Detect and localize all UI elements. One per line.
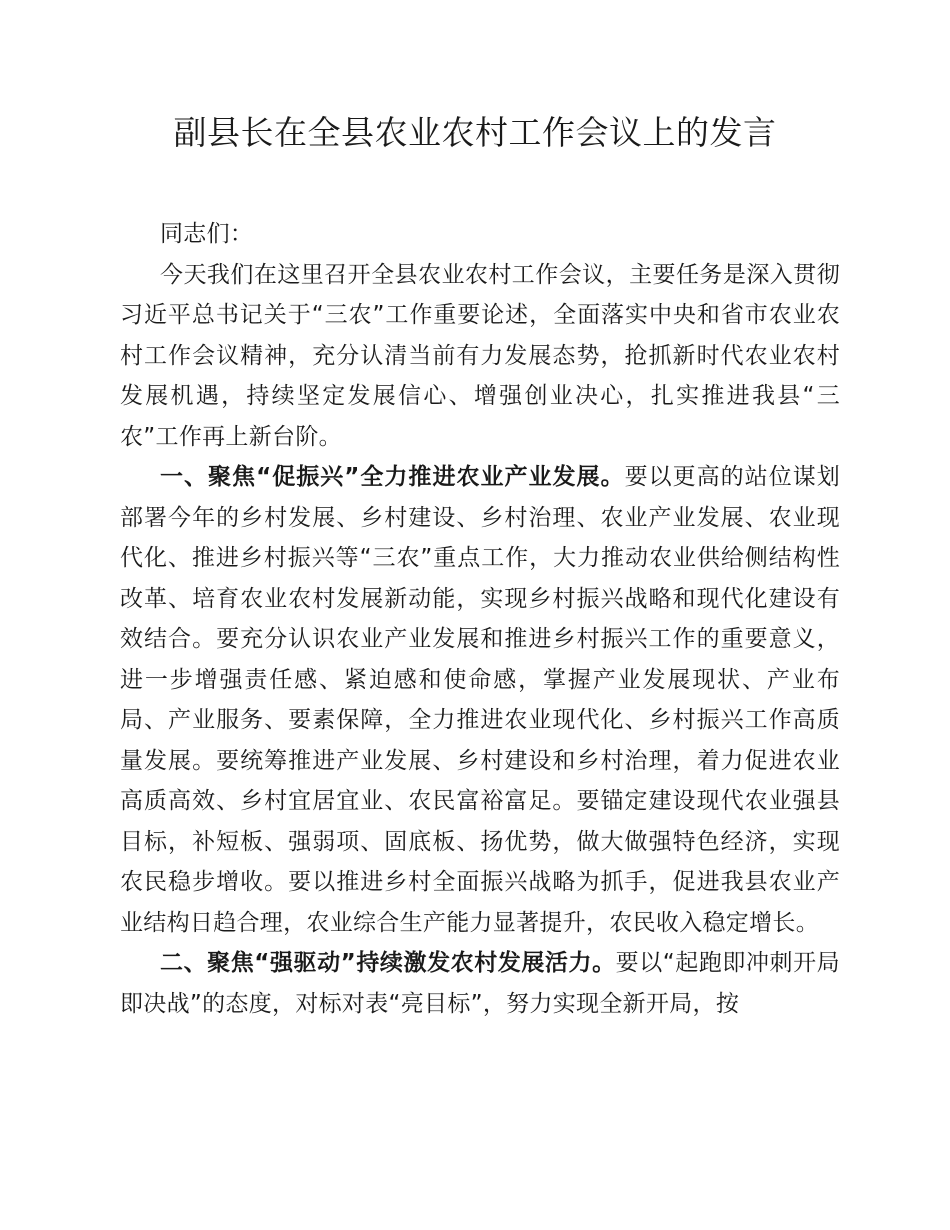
section-1-heading-suffix: 全力推进农业产业发展。 — [359, 464, 625, 490]
document-title: 副县长在全县农业农村工作会议上的发言 — [173, 113, 777, 152]
intro-paragraph: 今天我们在这里召开全县农业农村工作会议，主要任务是深入贯彻习近平总书记关于“三农”工作重要论述，全面落实中央和省市农业农村工作会议精神，充分认清当前有力发展态势，抢抓新时代农业农村发展机遇，持续坚定发展信心、增强创业决心，扎实推进我县“三农”工作再上新台阶。 — [120, 261, 840, 450]
section-1-heading — [160, 464, 625, 490]
section-2-heading — [160, 950, 616, 976]
section-2-heading-prefix: 二、聚焦 — [160, 950, 255, 976]
section-1-body: 要以更高的站位谋划部署今年的乡村发展、乡村建设、乡村治理、农业产业发展、农业现代化、推进乡村振兴等“三农”重点工作，大力推动农业供给侧结构性改革、培育农业农村发展新动能，实现乡村振兴战略和现代化建设有效结合。要充分认识农业产业发展和推进乡村振兴工作的重要意义，进一步增强责任感、紧迫感和使命感，掌握产业发展现状、产业布局、产业服务、要素保障，全力推进农业现代化、乡村振兴工作高质量发展。要统筹推进产业发展、乡村建设和乡村治理，着力促进农业高质高效、乡村宜居宜业、农民富裕富足。要锚定建设现代农业强县目标，补短板、强弱项、固底板、扬优势，做大做强特色经济，实现农民稳步增收。要以推进乡村全面振兴战略为抓手，促进我县农业产业结构日趋合理，农业综合生产能力显著提升，农民收入稳定增长。 — [120, 464, 841, 936]
section-1-paragraph — [120, 457, 840, 943]
section-1-heading-prefix: 一、聚焦 — [160, 464, 257, 490]
section-2-heading-suffix: 持续激发农村发展活力。 — [356, 950, 616, 976]
section-2-heading-keyword: “强驱动” — [254, 950, 357, 976]
salutation: 同志们： — [160, 221, 254, 247]
document-body — [120, 214, 840, 1024]
section-2-body: 要以“起跑即冲刺开局即决战”的态度，对标对表“亮目标”，努力实现全新开局，按 — [120, 950, 840, 1017]
section-2-paragraph — [120, 943, 840, 1024]
section-1-heading-keyword: “促振兴” — [256, 464, 360, 490]
